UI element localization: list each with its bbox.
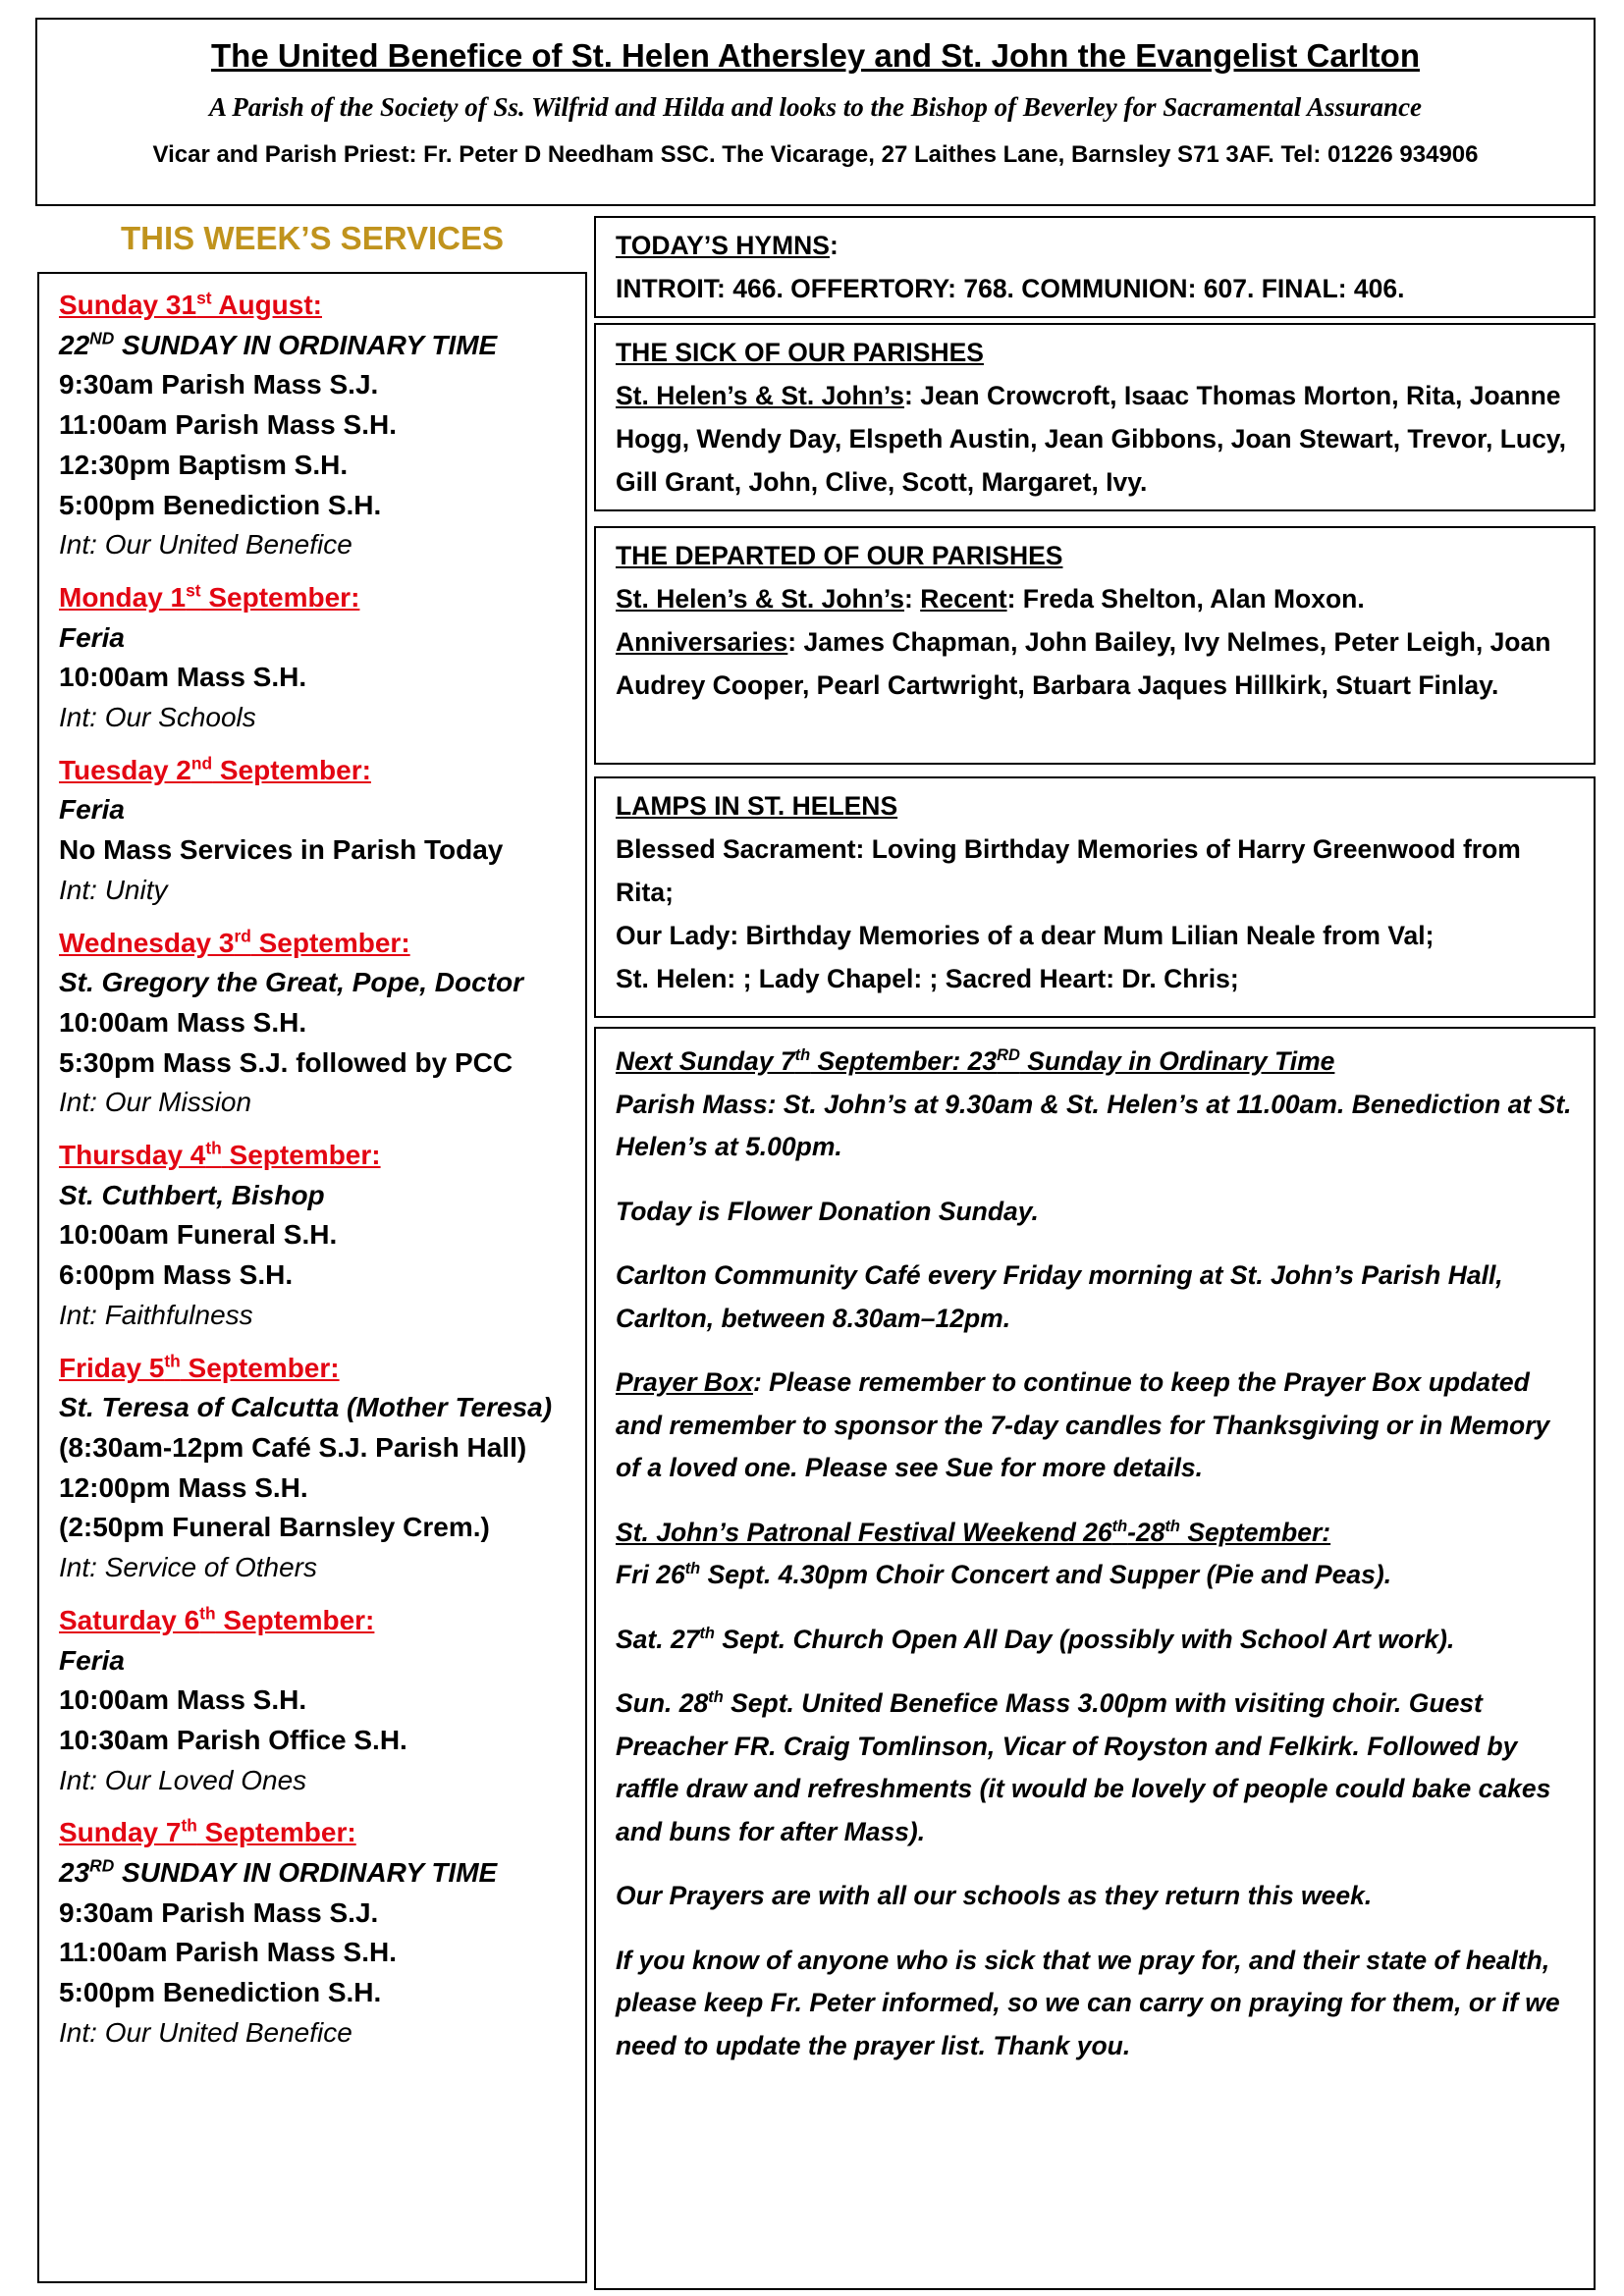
departed-anniversaries: Anniversaries: James Chapman, John Bailey, Ivy Nelmes, Peter Leigh, Joan Audrey Cooper, Pearl Cartwright, Barbara Jaques Hillkirk, Stuart Finlay.: [616, 627, 1551, 700]
service-item: (8:30am-12pm Café S.J. Parish Hall): [59, 1431, 527, 1463]
service-intention: Int: Faithfulness: [59, 1299, 253, 1330]
service-intention: Int: Our Mission: [59, 1087, 252, 1118]
service-item: 12:00pm Mass S.H.: [59, 1471, 308, 1503]
service-item: 9:30am Parish Mass S.J.: [59, 369, 379, 400]
services-heading: THIS WEEK’S SERVICES: [121, 220, 504, 256]
departed-box: [594, 526, 1596, 765]
lamps-heading: LAMPS IN ST. HELENS: [616, 791, 898, 821]
service-item: 9:30am Parish Mass S.J.: [59, 1896, 379, 1928]
service-day: [59, 924, 566, 1124]
service-intention: Int: Our United Benefice: [59, 529, 352, 561]
service-item: 12:30pm Baptism S.H.: [59, 449, 349, 480]
service-date: Tuesday 2nd September:: [59, 753, 371, 785]
service-day: [59, 1601, 566, 1801]
feast-name: St. Cuthbert, Bishop: [59, 1179, 325, 1210]
recent-names: Freda Shelton, Alan Moxon.: [1022, 584, 1365, 614]
sick-list-notice: If you know of anyone who is sick that we pray for, and their state of health, please keep Fr. Peter informed, so we can carry on praying for them, or if we need to update the prayer list. Thank you.: [616, 1945, 1560, 2060]
hymns-list: INTROIT: 466. OFFERTORY: 768. COMMUNION: 607. FINAL: 406.: [616, 274, 1405, 303]
service-date: Saturday 6th September:: [59, 1603, 375, 1635]
service-intention: Int: Service of Others: [59, 1552, 317, 1583]
hymns-box: TODAY’S HYMNS: INTROIT: 466. OFFERTORY: 768. COMMUNION: 607. FINAL: 406.: [594, 216, 1596, 318]
service-day: [59, 1136, 566, 1336]
service-date: Sunday 31st August:: [59, 288, 322, 320]
service-intention: Int: Unity: [59, 874, 168, 905]
notices-box: [594, 1027, 1596, 2290]
service-date: Friday 5th September:: [59, 1351, 340, 1383]
service-item: 10:00am Mass S.H.: [59, 1684, 307, 1716]
service-item: (2:50pm Funeral Barnsley Crem.): [59, 1512, 490, 1543]
festival-saturday: Sat. 27th Sept. Church Open All Day (possibly with School Art work).: [616, 1624, 1455, 1654]
service-item: 5:30pm Mass S.J. followed by PCC: [59, 1046, 514, 1078]
lamp-line: St. Helen: ; Lady Chapel: ; Sacred Heart: Dr. Chris;: [616, 964, 1239, 993]
service-item: 5:00pm Benediction S.H.: [59, 489, 382, 520]
service-day: [59, 751, 566, 911]
feast-name: Feria: [59, 794, 125, 826]
sick-names: Jean Crowcroft, Isaac Thomas Morton, Rita, Joanne Hogg, Wendy Day, Elspeth Austin, Jean Gibbons, Joan Stewart, Trevor, Lucy, Gill Grant, John, Clive, Scott, Margaret, Ivy.: [616, 381, 1566, 497]
sick-box: [594, 323, 1596, 511]
service-date: Sunday 7th September:: [59, 1815, 356, 1848]
vicar-contact: Vicar and Parish Priest: Fr. Peter D Needham SSC. The Vicarage, 27 Laithes Lane, Barnsley S71 3AF. Tel: 01226 934906: [152, 141, 1479, 168]
service-intention: Int: Our Loved Ones: [59, 1764, 307, 1795]
hymns-heading: TODAY’S HYMNS: [616, 231, 830, 260]
service-day: [59, 1349, 566, 1588]
benefice-title: The United Benefice of St. Helen Athersley and St. John the Evangelist Carlton: [211, 37, 1420, 74]
feast-name: 22ND SUNDAY IN ORDINARY TIME: [59, 328, 498, 360]
next-sunday-heading: Next Sunday 7th September: 23RD Sunday in Ordinary Time: [616, 1046, 1335, 1076]
lamps-box: [594, 776, 1596, 1018]
prayer-box-label: Prayer Box: [616, 1367, 753, 1397]
sick-text: St. Helen’s & St. John’s: Jean Crowcroft, Isaac Thomas Morton, Rita, Joanne Hogg, Wendy Day, Elspeth Austin, Jean Gibbons, Joan Stewart, Trevor, Lucy, Gill Grant, John, Clive, Scott, Margaret, Ivy.: [616, 381, 1566, 497]
feast-name: St. Gregory the Great, Pope, Doctor: [59, 967, 523, 998]
society-subtitle: A Parish of the Society of Ss. Wilfrid and Hilda and looks to the Bishop of Beverley for Sacramental Assurance: [208, 92, 1423, 122]
service-item: 10:00am Funeral S.H.: [59, 1219, 338, 1251]
sick-label: St. Helen’s & St. John’s: [616, 381, 905, 410]
schools-notice: Our Prayers are with all our schools as they return this week.: [616, 1881, 1373, 1910]
festival-heading: St. John’s Patronal Festival Weekend 26th-28th September:: [616, 1517, 1331, 1547]
feast-name: Feria: [59, 1644, 125, 1676]
service-item: 11:00am Parish Mass S.H.: [59, 409, 397, 441]
departed-heading: THE DEPARTED OF OUR PARISHES: [616, 541, 1063, 570]
festival-friday: Fri 26th Sept. 4.30pm Choir Concert and Supper (Pie and Peas).: [616, 1560, 1392, 1589]
departed-label: St. Helen’s & St. John’s: [616, 584, 905, 614]
service-item: 6:00pm Mass S.H.: [59, 1259, 294, 1291]
festival-sunday: Sun. 28th Sept. United Benefice Mass 3.00pm with visiting choir. Guest Preacher FR. Craig Tomlinson, Vicar of Royston and Felkirk. Followed by raffle draw and refreshments (it would be lovely of people could bake cakes and buns for after Mass).: [616, 1688, 1551, 1846]
feast-name: St. Teresa of Calcutta (Mother Teresa): [59, 1392, 553, 1423]
service-item: 5:00pm Benediction S.H.: [59, 1977, 382, 2008]
service-date: Wednesday 3rd September:: [59, 926, 410, 958]
anniversaries-label: Anniversaries: [616, 627, 788, 657]
service-item: 10:00am Mass S.H.: [59, 662, 307, 693]
feast-name: 23RD SUNDAY IN ORDINARY TIME: [59, 1855, 498, 1889]
service-item: No Mass Services in Parish Today: [59, 834, 504, 866]
service-day: [59, 578, 566, 738]
service-intention: Int: Our United Benefice: [59, 2016, 352, 2048]
recent-label: Recent: [920, 584, 1007, 614]
feast-name: Feria: [59, 621, 125, 653]
service-item: 10:30am Parish Office S.H.: [59, 1724, 407, 1755]
prayer-box-notice: Prayer Box: Please remember to continue to keep the Prayer Box updated and remember to sponsor the 7-day candles for Thanksgiving or in Memory of a loved one. Please see Sue for more details.: [616, 1367, 1550, 1482]
service-item: 10:00am Mass S.H.: [59, 1006, 307, 1038]
service-intention: Int: Our Schools: [59, 702, 256, 733]
departed-recent: St. Helen’s & St. John’s: Recent: Freda Shelton, Alan Moxon.: [616, 584, 1365, 614]
flower-notice: Today is Flower Donation Sunday.: [616, 1196, 1039, 1226]
sick-heading: THE SICK OF OUR PARISHES: [616, 338, 984, 367]
service-date: Monday 1st September:: [59, 580, 360, 613]
service-item: 11:00am Parish Mass S.H.: [59, 1937, 397, 1968]
lamp-line: Blessed Sacrament: Loving Birthday Memories of Harry Greenwood from Rita;: [616, 834, 1521, 907]
service-date: Thursday 4th September:: [59, 1138, 381, 1171]
service-day: [59, 286, 566, 565]
lamp-line: Our Lady: Birthday Memories of a dear Mum Lilian Neale from Val;: [616, 921, 1435, 950]
services-list: [37, 272, 587, 2283]
service-day: [59, 1813, 566, 2053]
newsletter-header: [35, 18, 1596, 206]
cafe-notice: Carlton Community Café every Friday morning at St. John’s Parish Hall, Carlton, between 8.30am–12pm.: [616, 1260, 1503, 1333]
anniversaries-names: James Chapman, John Bailey, Ivy Nelmes, Peter Leigh, Joan Audrey Cooper, Pearl Cartwright, Barbara Jaques Hillkirk, Stuart Finlay.: [616, 627, 1551, 700]
next-sunday-details: Parish Mass: St. John’s at 9.30am & St. Helen’s at 11.00am. Benediction at St. Helen’s at 5.00pm.: [616, 1089, 1572, 1161]
